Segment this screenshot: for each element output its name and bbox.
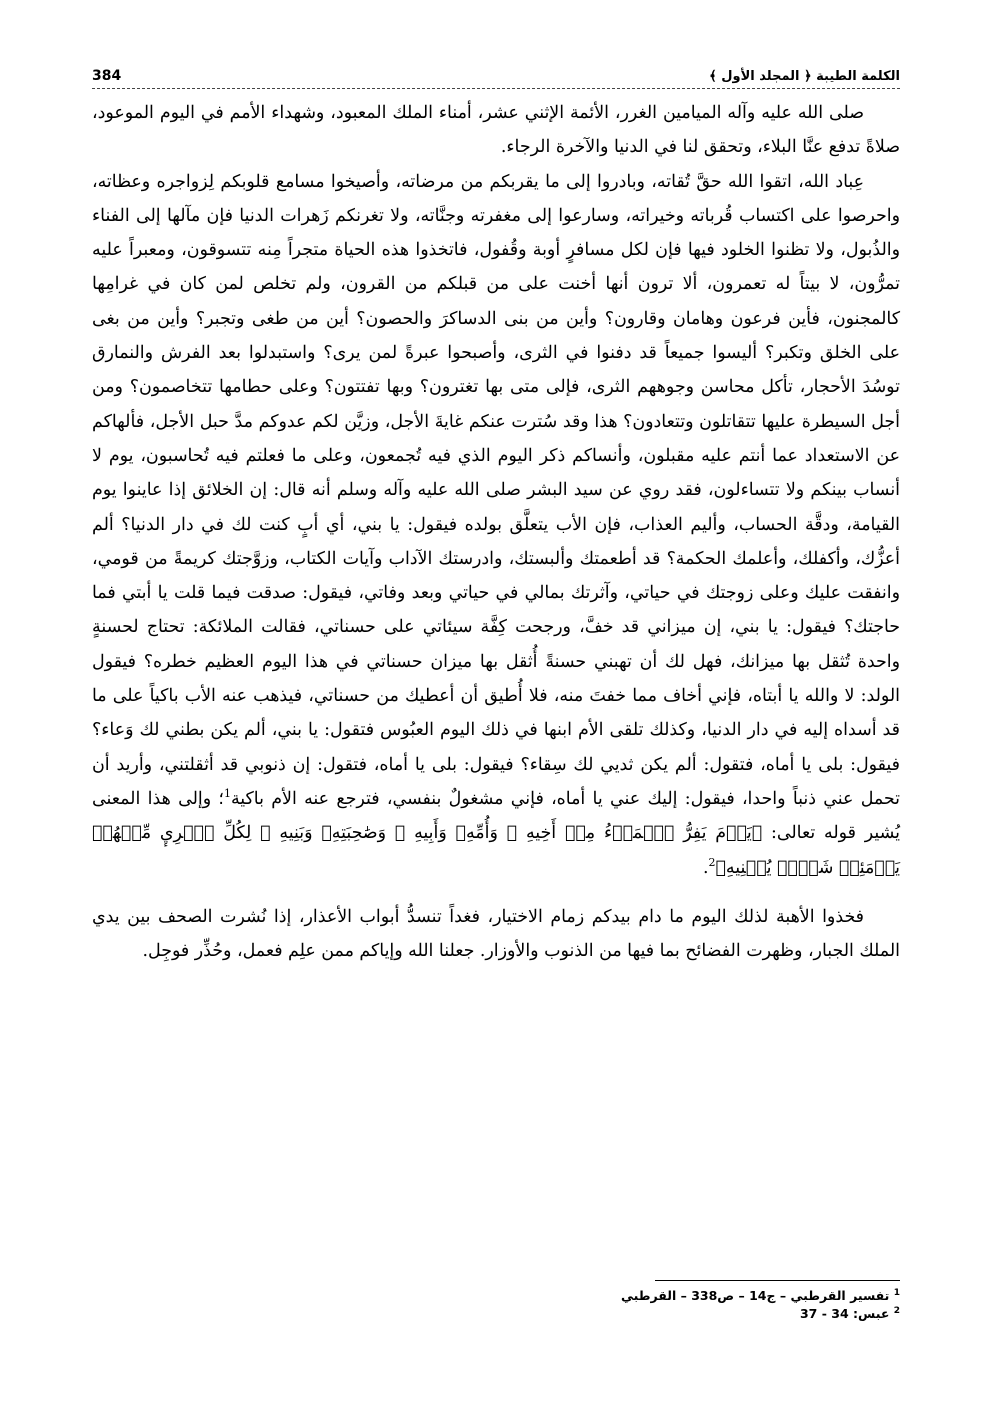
- paragraph-text: .: [702, 857, 709, 878]
- paragraph: [92, 165, 900, 885]
- page-number: 384: [92, 68, 122, 84]
- footnote-divider: [655, 1280, 900, 1281]
- footnote-number: 1: [893, 1287, 900, 1298]
- page-header: [92, 58, 900, 89]
- main-text: [92, 96, 900, 968]
- footnote: [92, 1287, 900, 1305]
- footnote-text: تفسير القرطبي – ج14 – ص338 – القرطبي: [620, 1288, 890, 1303]
- footnotes: [92, 1280, 900, 1323]
- footnote-ref[interactable]: 2: [708, 855, 716, 869]
- quran-verse: ﴿يَوۡمَ يَفِرُّ ٱلۡمَرۡءُ مِنۡ أَخِيهِ ۞ وَأُمِّهِۦ وَأَبِيهِ ۞ وَصَٰحِبَتِهِۦ وَبَنِيهِ ۞ لِكُلِّ ٱمۡرِيٕ مِّنۡهُمۡ يَوۡمَئِذٖ شَأۡنٞ يُغۡنِيهِ﴾: [92, 823, 900, 878]
- paragraph: [92, 96, 900, 165]
- paragraph-text: فخذوا الأهبة لذلك اليوم ما دام بيدكم زمام الاختيار، فغداً تنسدُّ أبواب الأعذار، إذا نُشرت الصحف بين يدي الملك الجبار، وظهرت الفضائح بما فيها من الذنوب والأوزار. جعلنا الله وإياكم ممن علِم فعمل، وحُذِّر فوجِل.: [92, 906, 900, 962]
- running-title: الكلمة الطيبة ﴿ المجلد الأول ﴾: [709, 69, 900, 84]
- paragraph: [92, 900, 900, 969]
- footnote: [92, 1305, 900, 1323]
- paragraph-text: عِباد الله، اتقوا الله حقَّ تُقاته، وبادروا إلى ما يقربكم من مرضاته، وأصيخوا مسامع قلوبكم لِزواجره وعظاته، واحرصوا على اكتساب قُرباته وخيراته، وسارعوا إلى مغفرته وجنَّاته، ولا تغرنكم زَهرات الدنيا فإن مآلها إلى الفناء والذُبول، ولا تظنوا الخلود فيها فإن لكل مسافرٍ أوبة وقُفول، فاتخذوا هذه الحياة متجراً مِنه تتسوقون، ومعبراً عليه تمرُّون، لا بيتاً له تعمرون، ألا ترون أنها أخنت على من قبلكم من القرون، ولم تخلص لمن كان في غرامِها كالمجنون، فأين فرعون وهامان وقارون؟ وأين من بنى الدساكرَ والحصون؟ أين من طغى وتجبر؟ وأين من بغى على الخلق وتكبر؟ أليسوا جميعاً قد دفنوا في الثرى، وأصبحوا عبرةً لمن يرى؟ واستبدلوا بعد الفرش والنمارق توسُدَ الأحجار، تأكل محاسن وجوههم الثرى، فإلى متى بها تغترون؟ وبها تفتتون؟ وعلى حطامها تتخاصمون؟ ومن أجل السيطرة عليها تتقاتلون وتتعادون؟ هذا وقد سُترت عنكم غايةَ الأجل، وزيَّن لكم عدوكم مدَّ حبل الأجل، فألهاكم عن الاستعداد عما أنتم عليه مقبلون، وأنساكم ذكر اليوم الذي فيه تُجمعون، وعلى ما فعلتم فيه تُحاسبون، يوم لا أنساب بينكم ولا تتساءلون، فقد روي عن سيد البشر صلى الله عليه وآله وسلم أنه قال: إن الخلائق إذا عاينوا يوم القيامة، ودقَّة الحساب، وأليم العذاب، فإن الأب يتعلَّق بولده فيقول: يا بني، أي أبٍ كنت لك في دار الدنيا؟ ألم أعزُّك، وأكفلك، وأعلمك الحكمة؟ قد أطعمتك وألبستك، وادرستك الآداب وآيات الكتاب، وزوَّجتك كريمةً من قومي، وانفقت عليك وعلى زوجتك في حياتي، وآثرتك بمالي في حياتي وبعد وفاتي، فيقول: صدقت فيما قلت يا أبتي فما حاجتك؟ فيقول: يا بني، إن ميزاني قد خفَّ، ورجحت كِفَّة سيئاتي على حسناتي، فقالت الملائكة: تحتاج لحسنةٍ واحدة تُثقل بها ميزانك، فهل لك أن تهبني حسنةً أُثقل بها ميزان حسناتي في هذا اليوم العظيم خطره؟ فيقول الولد: لا والله يا أبتاه، فإني أخاف مما خفتَ منه، فلا أُطيق أن أعطيك من حسناتي، فيذهب عنه الأب باكياً على ما قد أسداه إليه في دار الدنيا، وكذلك تلقى الأم ابنها في ذلك اليوم العبُوس فتقول: يا بني، ألم يكن بطني لك وَعاء؟ فيقول: بلى يا أماه، فتقول: ألم يكن ثديي لك سِقاء؟ فيقول: بلى يا أماه، فتقول: إن ذنوبي قد أثقلتني، وأريد أن تحمل عني ذنباً واحدا، فيقول: إليك عني يا أماه، فإني مشغولٌ بنفسي، فترجع عنه الأم باكية: [92, 171, 900, 809]
- footnote-ref[interactable]: 1: [223, 787, 231, 801]
- footnote-number: 2: [893, 1305, 900, 1316]
- paragraph-text: ؛ وإلى هذا المعنى يُشير قوله تعالى:: [92, 788, 900, 844]
- paragraph-text: صلى الله عليه وآله الميامين الغرر، الأئمة الإثني عشر، أمناء الملك المعبود، وشهداء الأمم في اليوم الموعود، صلاةً تدفع عنَّا البلاء، وتحقق لنا في الدنيا والآخرة الرجاء.: [92, 103, 900, 158]
- footnote-text: عبس: 34 - 37: [799, 1306, 890, 1321]
